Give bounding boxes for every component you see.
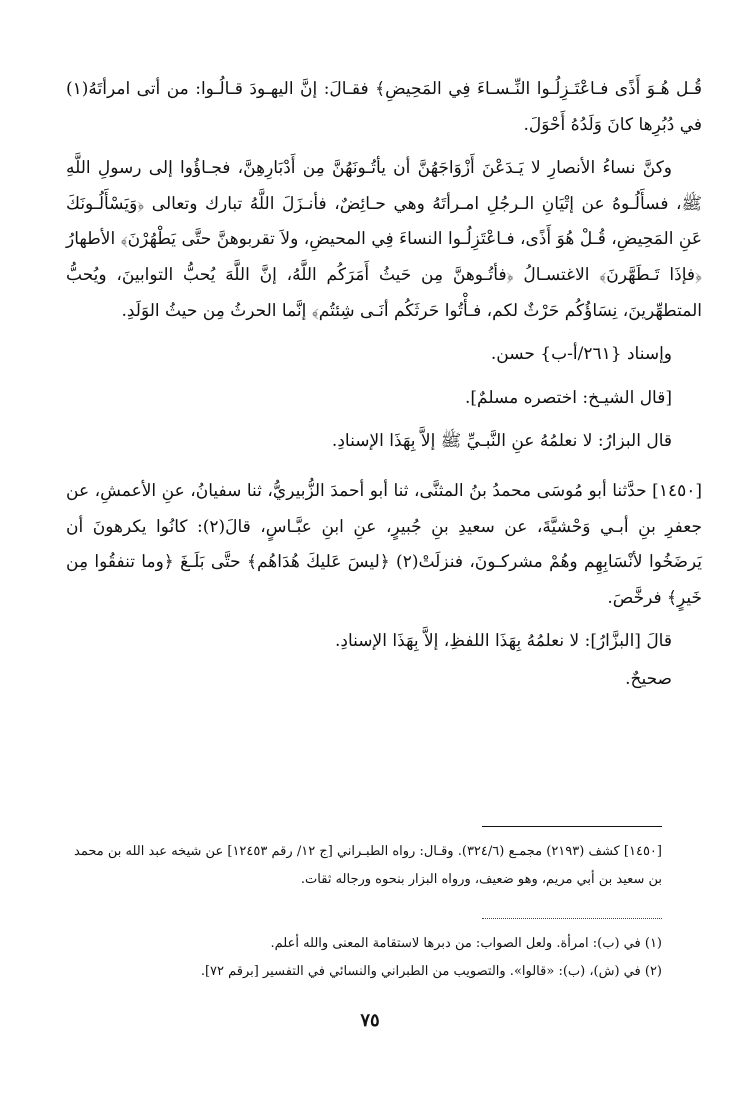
paragraph-isnad-grading: وإسناد {٢٦١/أ-ب} حسن. <box>490 344 672 365</box>
footnote-note-2: (٢) في (ش)، (ب): «قالوا». والتصويب من الطبراني والنسائي في التفسير [برقم ٧٢]. <box>200 964 662 979</box>
paragraph-ansar-narration: وكنَّ نساءُ الأنصارِ لا يَـدَعْنَ أَزْوَاجَهُنَّ أن يأتُـونَهُنَّ مِن أَدْبَارِهِنَّ، فجـاؤُوا إلى رسولِ اللَّهِ ﷺ، فسأَلُـوهُ عن إتْيَانِ الـرجُلِ امـرأتَهُ وهي حـائِضٌ، فأنـزَلَ اللَّهُ تبارك وتعالى ﴿وَيَسْأَلُـونَكَ عَنِ المَحِيضِ، قُـلْ هُوَ أَذًى، فـاعْتَزِلُـوا النساءَ فِي المحيضِ، ولاَ تقربوهنَّ حتَّى يَطْهُرْنَ﴾ الأطهارُ ﴿فإذَا تَـطَهَّرنَ﴾ الاغتسـالُ ﴿فأتُـوهنَّ مِن حَيثُ أَمَرَكُم اللَّهُ، إنَّ اللَّهَ يُحبُّ التوابينَ، ويُحبُّ المتطهِّرينَ، نِسَاؤُكُم حَرْثٌ لكم، فـأْتُوا حَرثَكُم أنَـى شِئتُم﴾ إنَّما الحرثُ مِن حيثُ الوَلَدِ. <box>66 158 702 321</box>
paragraph-bazzar-second-comment: قالَ [البزَّارُ]: لا نعلمُهُ بِهَذَا اللفظِ، إلاَّ بِهَذَا الإسنادِ. <box>335 631 672 652</box>
paragraph-verse-continuation: قُـل هُـوَ أَذًى فـاعْتَـزِلُـوا النِّـسـاءَ فِي المَحِيضِ﴾ فقـالَ: إنَّ اليهـودَ قـالُـوا: من أتى امرأتَهُ(١) في دُبُرِها كانَ وَلَدُهُ أَحْوَلَ. <box>66 79 702 135</box>
page-number: ٧٥ <box>360 1010 380 1031</box>
paragraph-shaykh-note: [قال الشيـخ: اختصره مسلمٌ]. <box>464 387 672 408</box>
main-text-body <box>66 72 702 698</box>
footnote-notes <box>74 930 662 986</box>
footnote-note-1: (١) في (ب): امرأة. ولعل الصواب: من دبرها لاستقامة المعنى والله أعلم. <box>270 936 662 951</box>
footnote-source-text: [١٤٥٠] كشف (٢١٩٣) مجمـع (٣٢٤/٦). وقـال: رواه الطبـراني [ج ١٢/ رقم ١٢٤٥٣] عن شيخه عبد الله بن محمد بن سعيد بن أبي مريم، وهو ضعيف، ورواه البزار بنحوه ورجاله ثقات. <box>74 844 662 887</box>
footnote-source <box>74 838 662 894</box>
paragraph-sahih-grading: صحيحٌ. <box>625 668 672 689</box>
footnote-dotted-divider <box>482 918 662 919</box>
paragraph-bazzar-comment: قال البزارُ: لا نعلمُهُ عنِ النَّبـيِّ ﷺ إلاَّ بِهَذَا الإسنادِ. <box>331 431 672 452</box>
paragraph-hadith-1450: [١٤٥٠] حدَّثنا أبو مُوسَى محمدُ بنُ المثنَّى، ثنا أبو أحمدَ الزُّبيريُّ، ثنا سفيانُ، عنِ الأعمشِ، عن جعفرِ بنِ أبـي وَحْشيَّةَ، عن سعيدِ بنِ جُبيرٍ، عنِ ابنِ عبَّـاسٍ، قالَ(٢): كانُوا يكرهونَ أن يَرضَخُوا لأنْسَابِهِم وهُمْ مشركـونَ، فنزلَتْ(٢) ﴿ليسَ عَليكَ هُدَاهُم﴾ حتَّى بَلَـغَ ﴿وما تنفقُوا مِن خَيرٍ﴾ فرخَّصَ. <box>66 480 702 608</box>
footnote-separator-line <box>482 826 662 827</box>
